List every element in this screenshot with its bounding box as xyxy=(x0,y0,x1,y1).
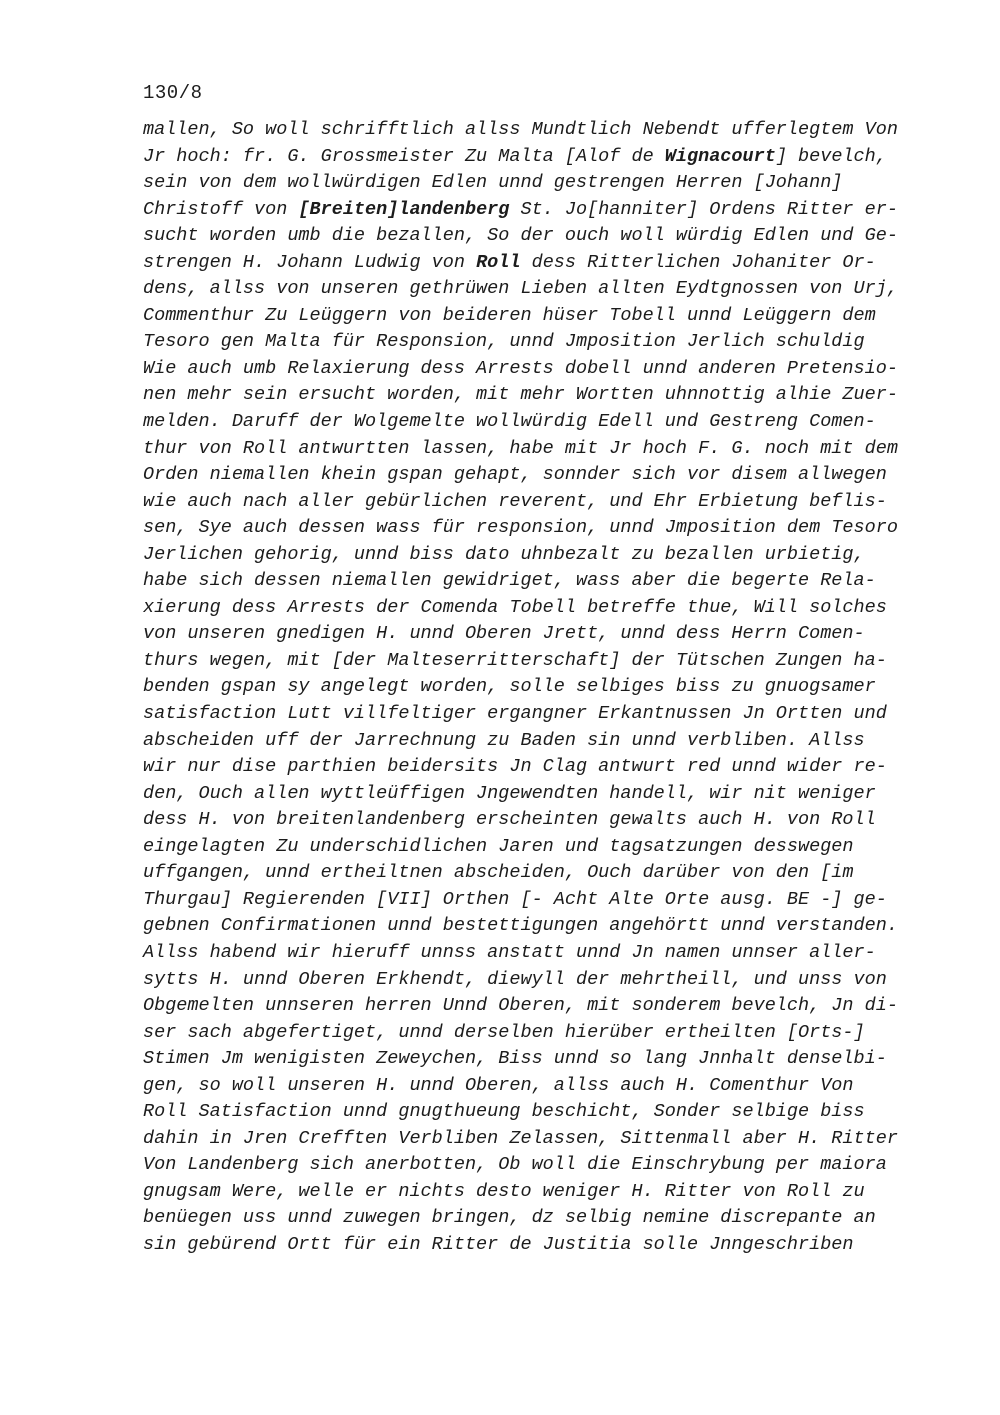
text-line: Von Landenberg sich anerbotten, Ob woll die Einschrybung per maiora xyxy=(143,1154,887,1176)
text-line: Thurgau] Regierenden [VII] Orthen [- Acht Alte Orte ausg. BE -] ge- xyxy=(143,888,887,910)
text-line: gebnen Confirmationen unnd bestettigungen angehörtt unnd verstanden. xyxy=(143,915,898,937)
text-line: abscheiden uff der Jarrechnung zu Baden sin unnd verbliben. Allss xyxy=(143,729,865,751)
text-line: strengen H. Johann Ludwig von Roll dess Ritterlichen Johaniter Or- xyxy=(143,251,876,273)
body-text xyxy=(143,117,933,1259)
text-line: satisfaction Lutt villfeltiger ergangner Erkantnussen Jn Ortten und xyxy=(143,703,887,725)
text-line: uffgangen, unnd ertheiltnen abscheiden, Ouch darüber von den [im xyxy=(143,862,854,884)
text-line: Tesoro gen Malta für Responsion, unnd Jmposition Jerlich schuldig xyxy=(143,331,865,353)
page-number: 130/8 xyxy=(143,82,203,104)
text-line: benden gspan sy angelegt worden, solle selbiges biss zu gnuogsamer xyxy=(143,676,876,698)
text-line: Jerlichen gehorig, unnd biss dato uhnbezalt zu bezallen urbietig, xyxy=(143,543,865,565)
text-line: eingelagten Zu underschidlichen Jaren und tagsatzungen desswegen xyxy=(143,835,854,857)
text-line: Roll Satisfaction unnd gnugthueung beschicht, Sonder selbige biss xyxy=(143,1101,865,1123)
text-line: mallen, So woll schrifftlich allss Mundtlich Nebendt ufferlegtem Von xyxy=(143,119,898,140)
text-line: den, Ouch allen wyttleüffigen Jngewendten handell, wir nit weniger xyxy=(143,782,876,804)
text-line: Allss habend wir hieruff unnss anstatt unnd Jn namen unnser aller- xyxy=(143,941,876,963)
text-line: Jr hoch: fr. G. Grossmeister Zu Malta [Alof de Wignacourt] bevelch, xyxy=(143,145,887,167)
text-line: sein von dem wollwürdigen Edlen unnd gestrengen Herren [Johann] xyxy=(143,172,843,194)
text-line: nen mehr sein ersucht worden, mit mehr Wortten uhnnottig alhie Zuer- xyxy=(143,384,898,406)
text-line: sen, Sye auch dessen wass für responsion, unnd Jmposition dem Tesoro xyxy=(143,517,898,539)
text-line: von unseren gnedigen H. unnd Oberen Jrett, unnd dess Herrn Comen- xyxy=(143,623,865,645)
text-line: Christoff von [Breiten]landenberg St. Jo[hanniter] Ordens Ritter er- xyxy=(143,198,898,220)
text-line: melden. Daruff der Wolgemelte wollwürdig Edell und Gestreng Comen- xyxy=(143,411,876,433)
text-line: Orden niemallen khein gspan gehapt, sonnder sich vor disem allwegen xyxy=(143,464,887,486)
text-line: thurs wegen, mit [der Malteserritterschaft] der Tütschen Zungen ha- xyxy=(143,649,887,671)
text-line: gnugsam Were, welle er nichts desto weniger H. Ritter von Roll zu xyxy=(143,1180,865,1202)
text-line: Obgemelten unnseren herren Unnd Oberen, mit sonderem bevelch, Jn di- xyxy=(143,995,898,1017)
text-line: dahin in Jren Crefften Verbliben Zelassen, Sittenmall aber H. Ritter xyxy=(143,1127,898,1149)
text-line: Commenthur Zu Leüggern von beideren hüser Tobell unnd Leüggern dem xyxy=(143,304,876,326)
text-line: ser sach abgefertiget, unnd derselben hierüber ertheilten [Orts-] xyxy=(143,1021,865,1043)
text-line: wir nur dise parthien beidersits Jn Clag antwurt red unnd wider re- xyxy=(143,756,887,778)
text-line: dens, allss von unseren gethrüwen Lieben allten Eydtgnossen von Urj, xyxy=(143,278,898,300)
text-line: sucht worden umb die bezallen, So der ouch woll würdig Edlen und Ge- xyxy=(143,225,898,247)
text-line: benüegen uss unnd zuwegen bringen, dz selbig nemine discrepante an xyxy=(143,1207,876,1229)
text-line: habe sich dessen niemallen gewidriget, wass aber die begerte Rela- xyxy=(143,570,876,592)
text-line: Wie auch umb Relaxierung dess Arrests dobell unnd anderen Pretensio- xyxy=(143,357,898,379)
text-line: gen, so woll unseren H. unnd Oberen, allss auch H. Comenthur Von xyxy=(143,1074,854,1096)
text-line: dess H. von breitenlandenberg erscheinten gewalts auch H. von Roll xyxy=(143,809,876,831)
text-line: wie auch nach aller gebürlichen reverent, und Ehr Erbietung beflis- xyxy=(143,490,887,512)
text-line: xierung dess Arrests der Comenda Tobell betreffe thue, Will solches xyxy=(143,596,887,618)
text-line: thur von Roll antwurtten lassen, habe mit Jr hoch F. G. noch mit dem xyxy=(143,437,898,459)
text-line: sin gebürend Ortt für ein Ritter de Justitia solle Jnngeschriben xyxy=(143,1233,854,1255)
text-line: Stimen Jm wenigisten Zeweychen, Biss unnd so lang Jnnhalt denselbi- xyxy=(143,1048,887,1070)
text-line: sytts H. unnd Oberen Erkhendt, diewyll der mehrtheill, und unss von xyxy=(143,968,887,990)
